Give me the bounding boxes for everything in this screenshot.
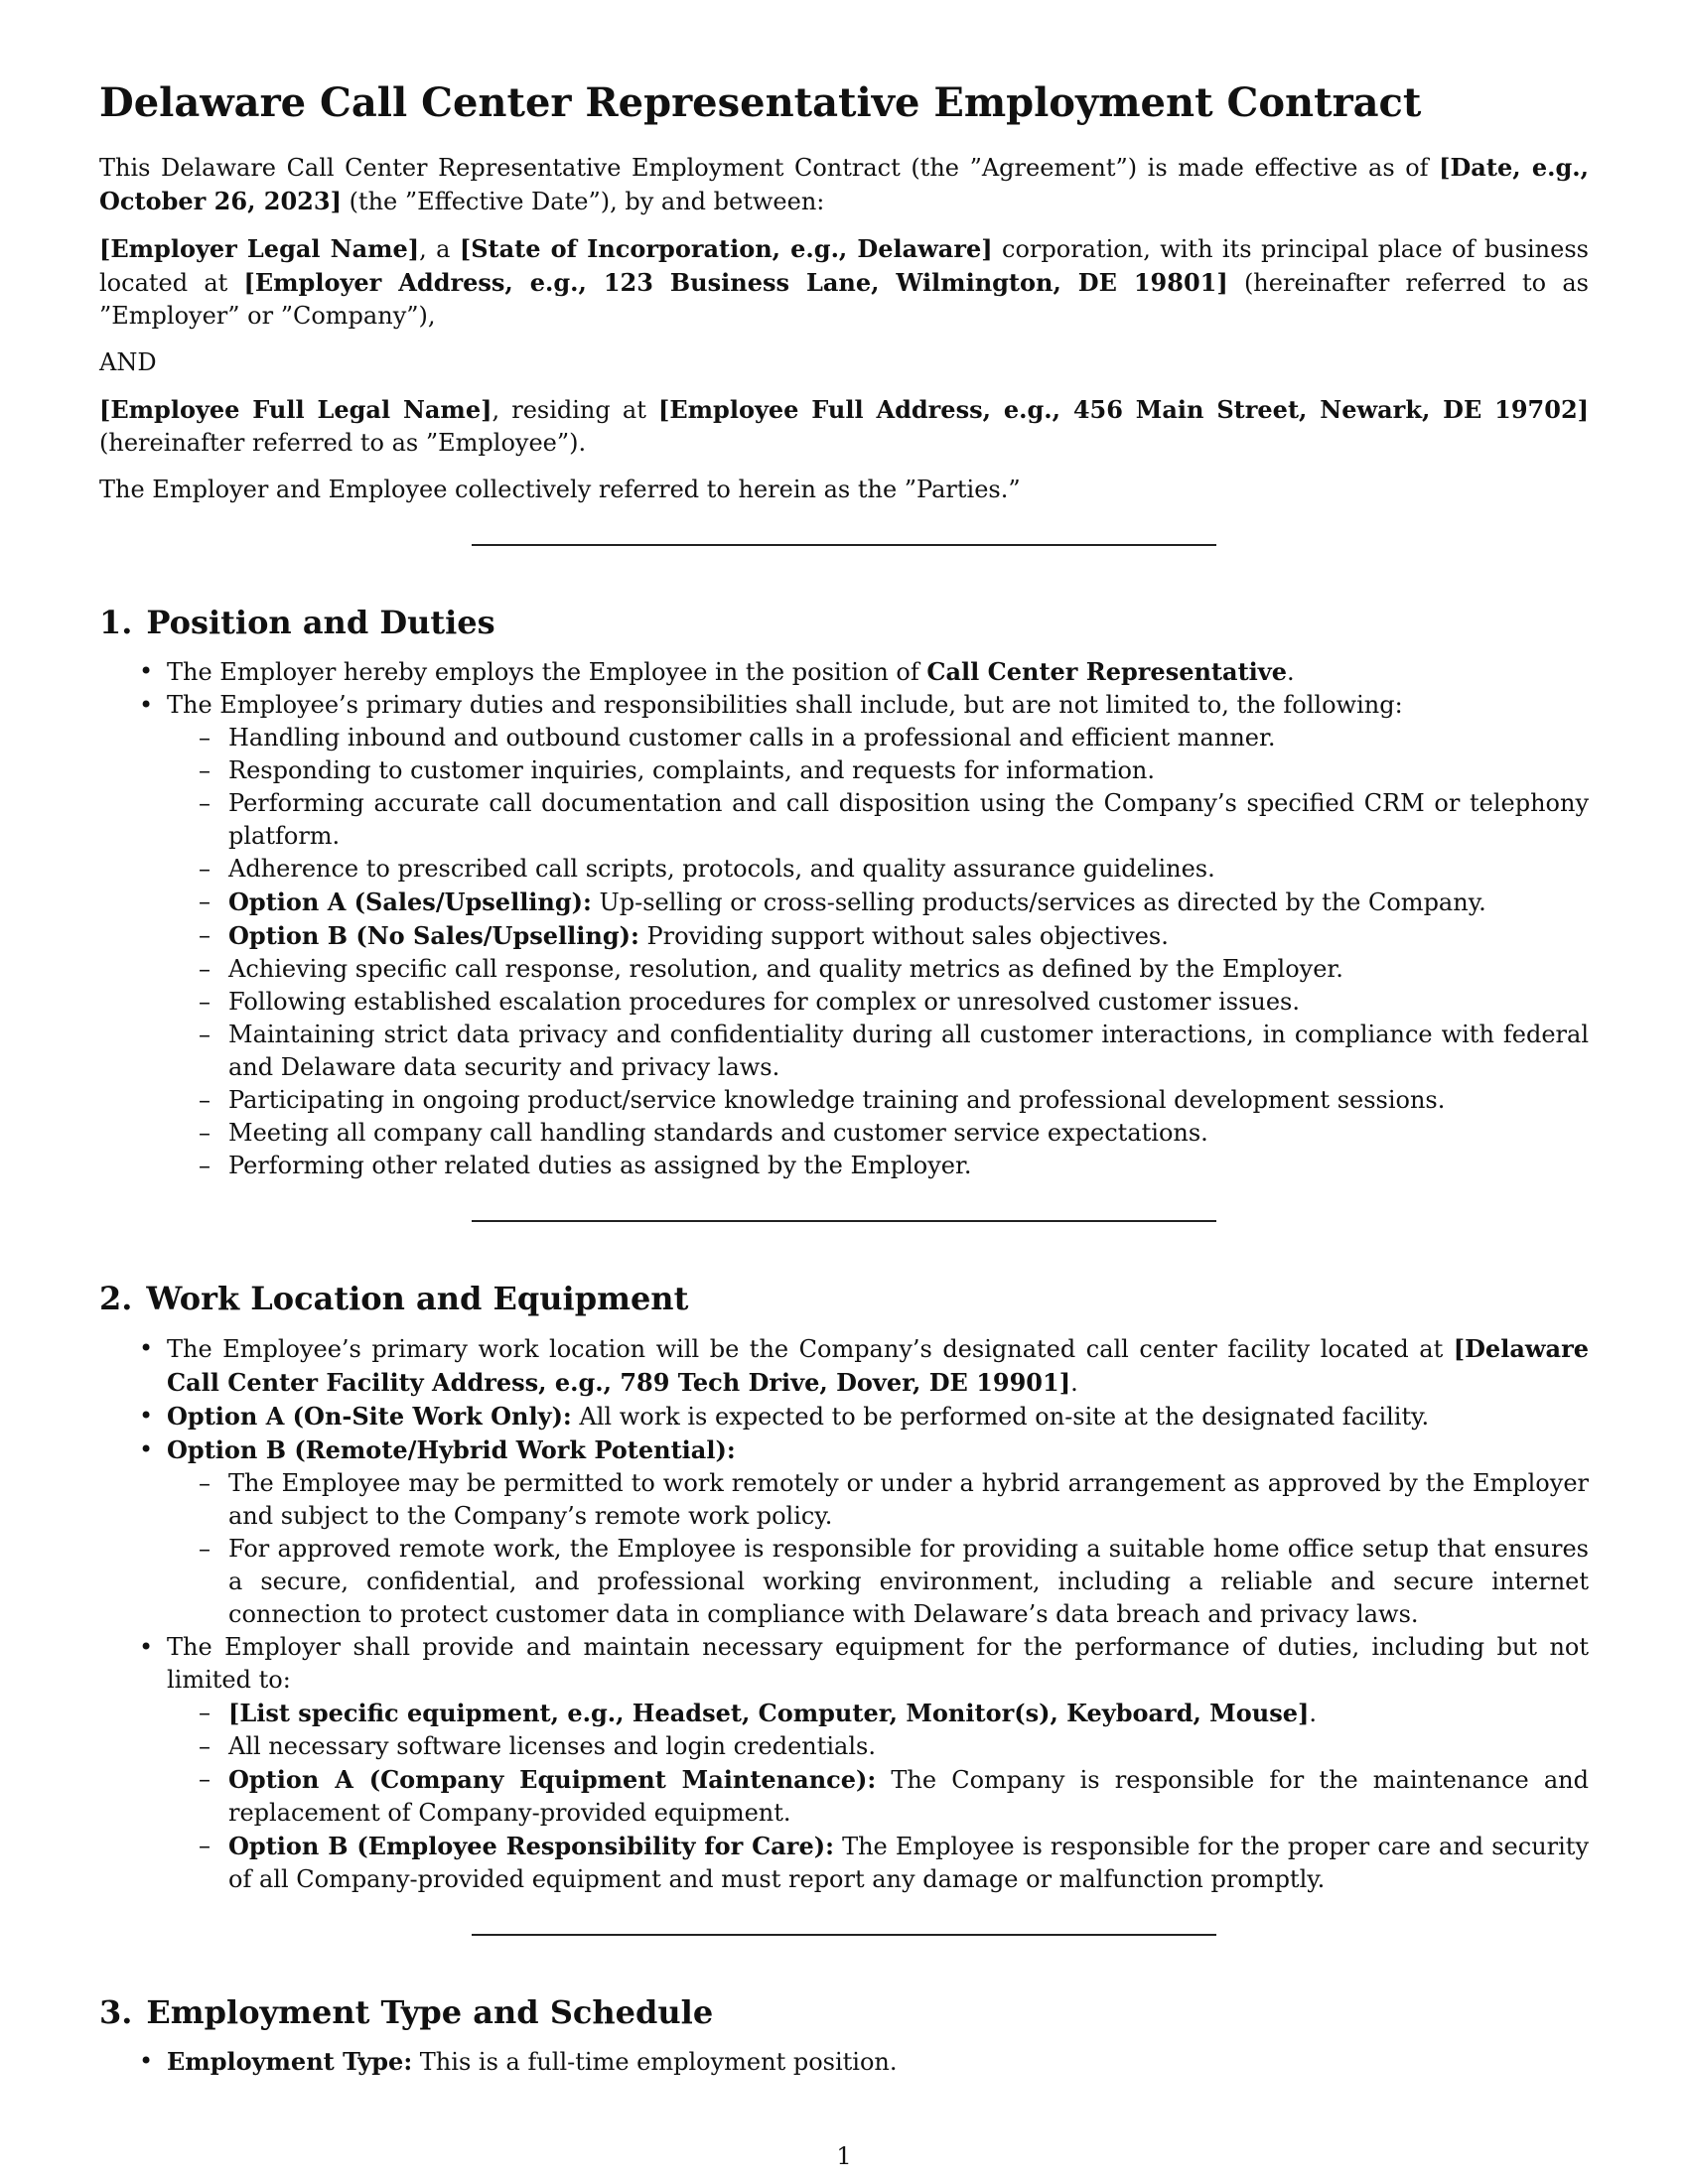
duty-item: – Handling inbound and outbound customer calls in a professional and efficient manner. — [228, 722, 1589, 754]
section-title: Employment Type and Schedule — [146, 1992, 714, 2031]
duties-list — [167, 722, 1589, 1182]
section-divider — [472, 1220, 1216, 1222]
page-number: 1 — [836, 2142, 852, 2170]
intro-paragraph — [99, 151, 1589, 218]
section-divider — [472, 1934, 1216, 1936]
equipment-item: – All necessary software licenses and login credentials. — [228, 1730, 1589, 1763]
duty-item: – Responding to customer inquiries, complaints, and requests for information. — [228, 754, 1589, 787]
duty-item: – Achieving specific call response, resolution, and quality metrics as defined by the Employer. — [228, 953, 1589, 986]
option-text: Providing support without sales objectives. — [638, 922, 1169, 951]
employer-address-placeholder: [Employer Address, e.g., 123 Business Lane, Wilmington, DE 19801] — [243, 268, 1228, 297]
employee-name-placeholder: [Employee Full Legal Name] — [99, 395, 492, 424]
option-label: Option B (Employee Responsibility for Care): — [228, 1831, 834, 1860]
option-label: Option A (Company Equipment Maintenance): — [228, 1764, 877, 1794]
section-number: 2. — [99, 1280, 133, 1318]
equipment-text: . — [1309, 1699, 1317, 1727]
employer-text: , a — [419, 235, 460, 263]
employment-type-label: Employment Type: — [167, 2047, 413, 2077]
list-item-text: . — [1070, 1368, 1078, 1397]
duty-item: – Performing accurate call documentation and call disposition using the Company’s specified CRM or telephony platform. — [228, 787, 1589, 853]
intro-text: This Delaware Call Center Representative Employment Contract (the ”Agreement”) is made effective as of — [99, 154, 1440, 182]
section-number: 1. — [99, 604, 133, 641]
duty-item: – Performing other related duties as assigned by the Employer. — [228, 1150, 1589, 1182]
list-item — [167, 1332, 1589, 1400]
section-number: 3. — [99, 1992, 133, 2031]
document-title: Delaware Call Center Representative Employment Contract — [99, 79, 1422, 126]
list-item-text: The Employer hereby employs the Employee in the position of — [167, 658, 927, 687]
section-2-list — [99, 1332, 1589, 1896]
duty-item-option-a — [228, 886, 1589, 919]
employee-text: , residing at — [492, 396, 658, 424]
list-item-option-b — [167, 1433, 1589, 1631]
equipment-item — [228, 1697, 1589, 1730]
section-title: Position and Duties — [146, 604, 495, 641]
employer-state-placeholder: [State of Incorporation, e.g., Delaware] — [459, 234, 993, 263]
employer-text: (hereinafter referred to as ”Employer” or ”Company”), — [99, 269, 1589, 330]
section-divider — [472, 544, 1216, 546]
effective-date-placeholder: [Date, e.g., October 26, 2023] — [99, 153, 1589, 215]
facility-address-placeholder: [Delaware Call Center Facility Address, e.g., 789 Tech Drive, Dover, DE 19901] — [167, 1333, 1589, 1397]
list-item-option-a — [167, 1400, 1589, 1433]
list-item — [167, 1631, 1589, 1896]
duty-item: – Maintaining strict data privacy and confidentiality during all customer interactions, in compliance with federal and Delaware data security and privacy laws. — [228, 1019, 1589, 1084]
list-item — [167, 689, 1589, 1182]
section-3-list — [99, 2045, 1589, 2079]
option-label: Option A (Sales/Upselling): — [228, 887, 592, 917]
list-item-text: The Employee’s primary work location will be the Company’s designated call center facility located at — [167, 1334, 1454, 1363]
employer-name-placeholder: [Employer Legal Name] — [99, 234, 420, 263]
document-page — [99, 79, 1589, 2079]
employee-address-placeholder: [Employee Full Address, e.g., 456 Main Street, Newark, DE 19702] — [658, 395, 1589, 424]
section-heading — [99, 604, 1589, 641]
intro-text: (the ”Effective Date”), by and between: — [341, 188, 825, 215]
position-title: Call Center Representative — [926, 657, 1287, 687]
equipment-placeholder: [List specific equipment, e.g., Headset, Computer, Monitor(s), Keyboard, Mouse] — [228, 1698, 1310, 1727]
employment-type-text: This is a full-time employment position. — [412, 2048, 898, 2077]
equipment-item-option-a — [228, 1763, 1589, 1830]
employer-text: corporation, with its principal place of business located at — [99, 235, 1589, 297]
list-item-text: The Employer shall provide and maintain necessary equipment for the performance of duties, including but not limited to: — [167, 1632, 1589, 1694]
option-text: All work is expected to be performed on-site at the designated facility. — [571, 1402, 1430, 1431]
duty-item: – Following established escalation procedures for complex or unresolved customer issues. — [228, 986, 1589, 1019]
remote-work-list — [167, 1467, 1589, 1631]
parties-paragraph: The Employer and Employee collectively referred to herein as the ”Parties.” — [99, 476, 1021, 503]
option-text: The Employee is responsible for the proper care and security of all Company-provided equipment and must report any damage or malfunction promptly. — [228, 1832, 1590, 1893]
list-item-text: The Employee’s primary duties and responsibilities shall include, but are not limited to, the following: — [167, 691, 1403, 720]
duty-item-option-b — [228, 919, 1589, 953]
option-label: Option B (No Sales/Upselling): — [228, 921, 639, 951]
section-title: Work Location and Equipment — [146, 1280, 689, 1318]
list-item-text: . — [1287, 658, 1295, 687]
section-heading — [99, 1280, 1589, 1317]
remote-item: – For approved remote work, the Employee is responsible for providing a suitable home office setup that ensures a secure, confidential, and professional working environment, including a reliable and secure internet connection to protect customer data in compliance with Delaware’s data breach and privacy laws. — [228, 1533, 1589, 1631]
and-paragraph: AND — [99, 348, 157, 376]
duty-item: – Participating in ongoing product/service knowledge training and professional development sessions. — [228, 1084, 1589, 1117]
duty-item: – Meeting all company call handling standards and customer service expectations. — [228, 1117, 1589, 1150]
section-1-list — [99, 655, 1589, 1182]
employer-paragraph — [99, 232, 1589, 333]
section-heading — [99, 1993, 1589, 2031]
employee-text: (hereinafter referred to as ”Employee”). — [99, 429, 587, 457]
equipment-list — [167, 1697, 1589, 1896]
option-text: The Company is responsible for the maintenance and replacement of Company-provided equipment. — [228, 1765, 1589, 1827]
option-label: Option A (On-Site Work Only): — [167, 1401, 572, 1431]
list-item — [167, 2045, 1589, 2079]
remote-item: – The Employee may be permitted to work remotely or under a hybrid arrangement as approved by the Employer and subject to the Company’s remote work policy. — [228, 1467, 1589, 1533]
duty-item: – Adherence to prescribed call scripts, protocols, and quality assurance guidelines. — [228, 853, 1589, 886]
equipment-item-option-b — [228, 1830, 1589, 1896]
list-item — [167, 655, 1589, 689]
option-label: Option B (Remote/Hybrid Work Potential): — [167, 1434, 736, 1464]
option-text: Up-selling or cross-selling products/services as directed by the Company. — [591, 888, 1486, 917]
employee-paragraph — [99, 393, 1589, 460]
